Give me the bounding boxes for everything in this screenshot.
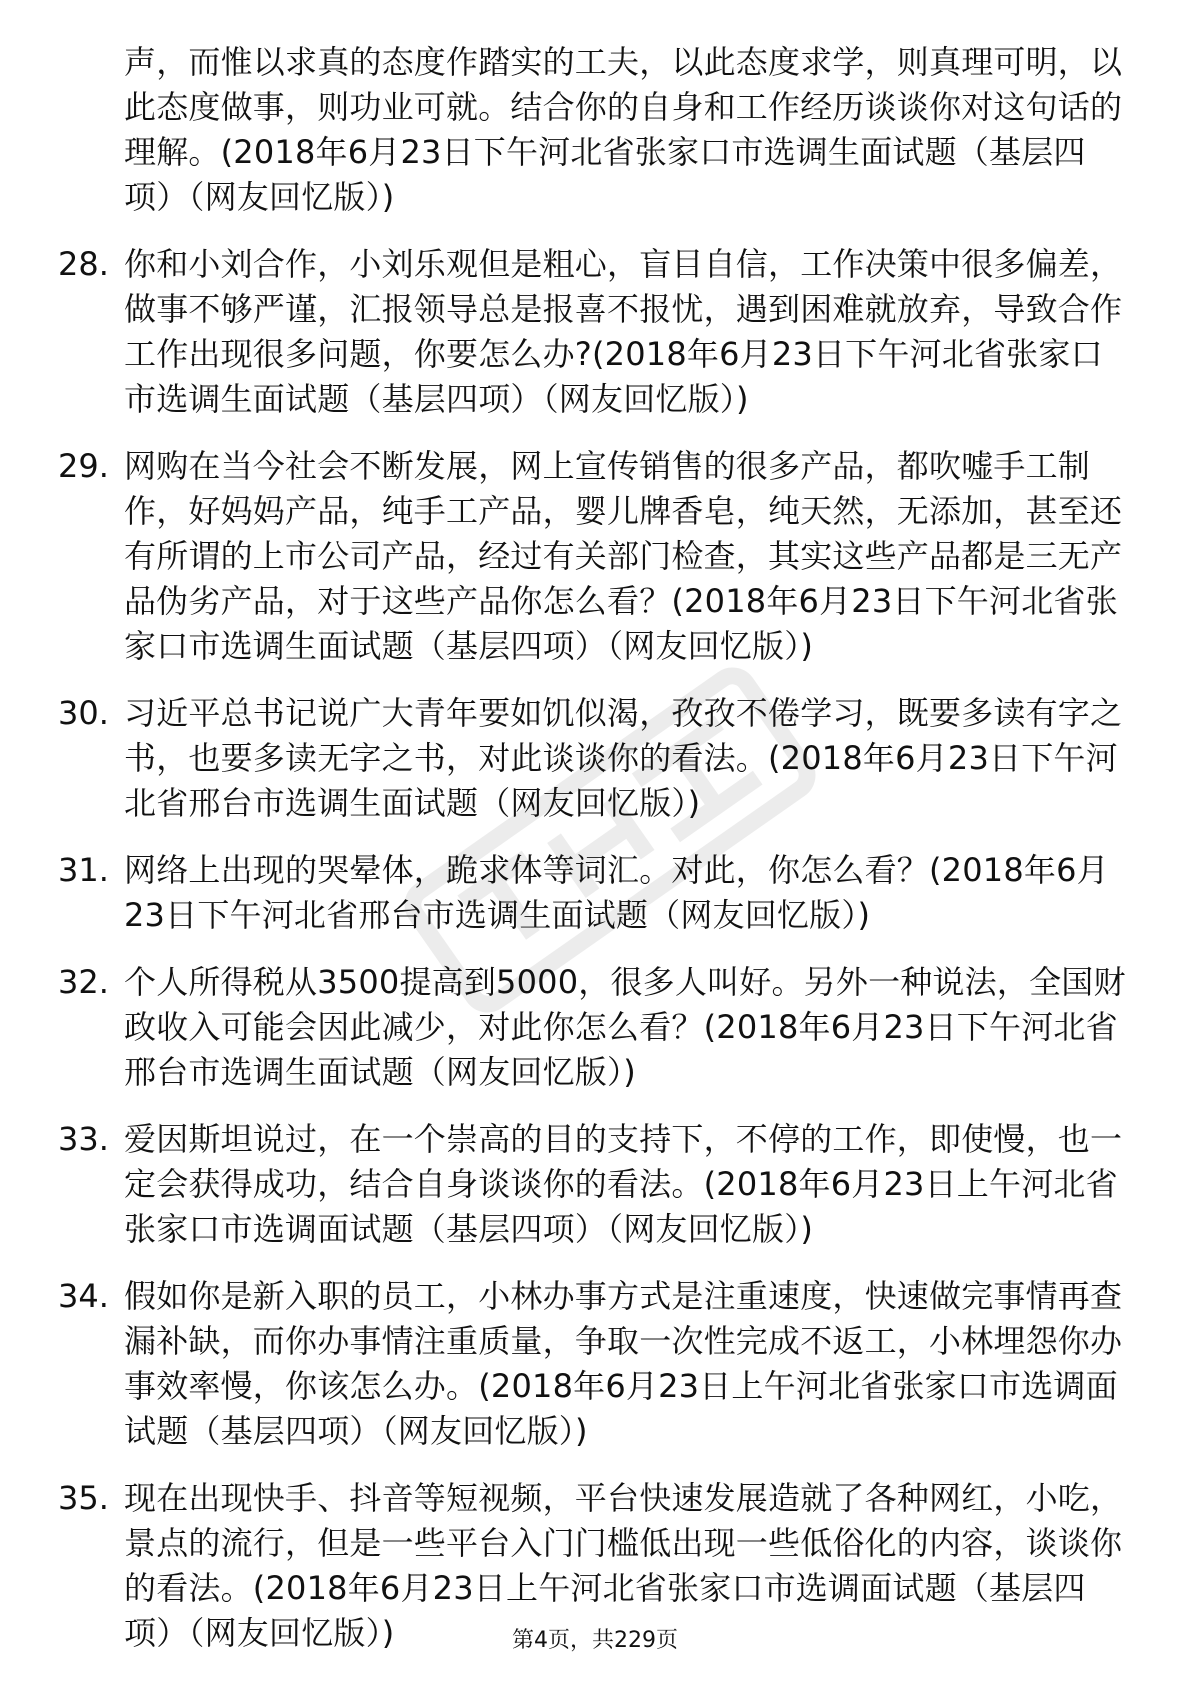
question-item (58, 1274, 1128, 1454)
question-text: 假如你是新入职的员工，小林办事方式是注重速度，快速做完事情再查漏补缺，而你办事情注重质量，争取一次性完成不返工，小林埋怨你办事效率慢，你该怎么办。(2018年6月23日上午河北省张家口市选调面试题（基层四项）（网友回忆版）) (124, 1277, 1123, 1450)
page-footer: 第4页，共229页 (512, 1628, 678, 1653)
question-text: 爱因斯坦说过，在一个崇高的目的支持下，不停的工作，即使慢，也一定会获得成功，结合自身谈谈你的看法。(2018年6月23日上午河北省张家口市选调面试题（基层四项）（网友回忆版）) (124, 1120, 1123, 1248)
question-item (58, 1117, 1128, 1252)
question-text: 现在出现快手、抖音等短视频，平台快速发展造就了各种网红，小吃，景点的流行，但是一些平台入门门槛低出现一些低俗化的内容，谈谈你的看法。(2018年6月23日上午河北省张家口市选调面试题（基层四项）（网友回忆版）) (124, 1479, 1123, 1652)
question-text: 习近平总书记说广大青年要如饥似渴，孜孜不倦学习，既要多读有字之书，也要多读无字之书，对此谈谈你的看法。(2018年6月23日下午河北省邢台市选调生面试题（网友回忆版）) (124, 694, 1123, 822)
question-number: 31. (58, 851, 109, 889)
question-text: 你和小刘合作，小刘乐观但是粗心，盲目自信，工作决策中很多偏差，做事不够严谨，汇报领导总是报喜不报忧，遇到困难就放弃，导致合作工作出现很多问题，你要怎么办?(2018年6月23日下午河北省张家口市选调生面试题（基层四项）（网友回忆版）) (124, 245, 1123, 418)
question-number: 35. (58, 1479, 109, 1517)
question-text: 网购在当今社会不断发展，网上宣传销售的很多产品，都吹嘘手工制作，好妈妈产品，纯手工产品，婴儿牌香皂，纯天然，无添加，甚至还有所谓的上市公司产品，经过有关部门检查，其实这些产品都是三无产品伪劣产品，对于这些产品你怎么看？(2018年6月23日下午河北省张家口市选调生面试题（基层四项）（网友回忆版）) (124, 447, 1123, 665)
question-number: 29. (58, 447, 109, 485)
question-number: 32. (58, 963, 109, 1001)
question-item (58, 848, 1128, 938)
question-number: 30. (58, 694, 109, 732)
question-text: 个人所得税从3500提高到5000，很多人叫好。另外一种说法，全国财政收入可能会因此减少，对此你怎么看？(2018年6月23日下午河北省邢台市选调生面试题（网友回忆版）) (124, 963, 1126, 1091)
question-text: 网络上出现的哭晕体，跪求体等词汇。对此，你怎么看？(2018年6月23日下午河北省邢台市选调生面试题（网友回忆版）) (124, 851, 1109, 934)
question-list (58, 40, 1128, 1678)
question-number: 28. (58, 245, 109, 283)
question-item (58, 444, 1128, 669)
question-number: 34. (58, 1277, 109, 1315)
question-item (58, 691, 1128, 826)
question-number: 33. (58, 1120, 109, 1158)
question-27-continuation: 声，而惟以求真的态度作踏实的工夫，以此态度求学，则真理可明，以此态度做事，则功业可就。结合你的自身和工作经历谈谈你对这句话的理解。(2018年6月23日下午河北省张家口市选调生面试题（基层四项）（网友回忆版）) (124, 43, 1123, 216)
question-item (58, 242, 1128, 422)
question-item (58, 960, 1128, 1095)
